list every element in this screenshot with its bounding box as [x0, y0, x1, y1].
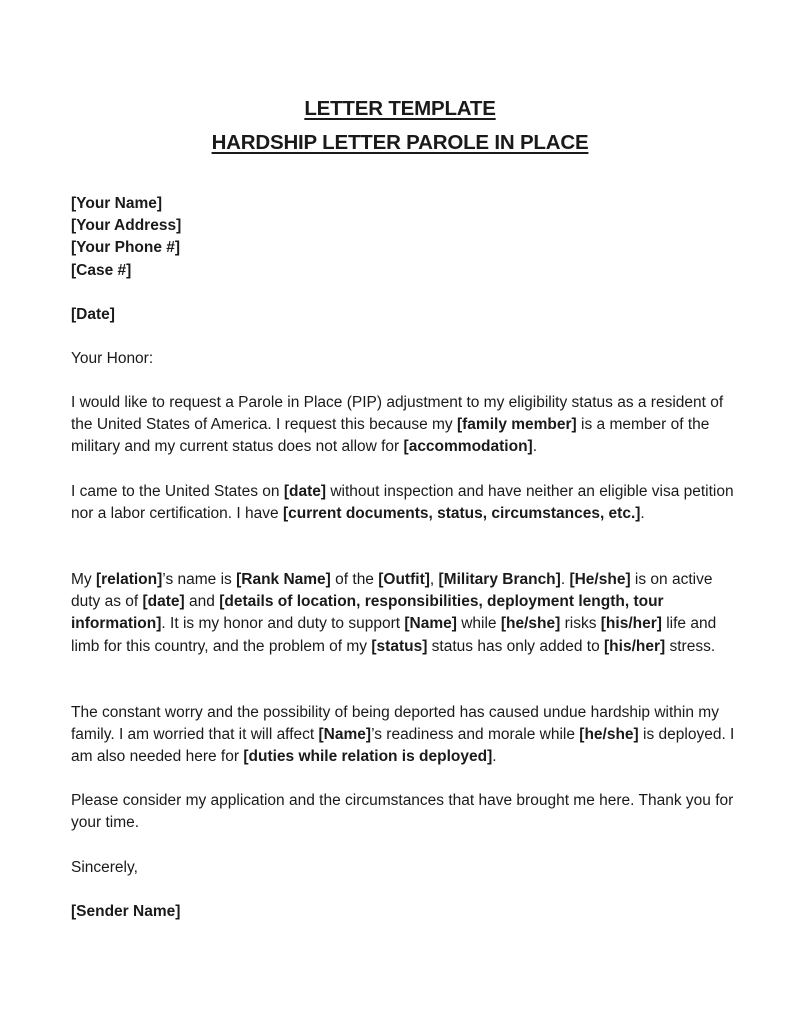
p3-placeholder-he-she: [He/she] [569, 571, 631, 588]
signature-name: [Sender Name] [71, 903, 181, 920]
p3-text-2: ’s name is [162, 571, 237, 588]
p4-text-2: ’s readiness and morale while [371, 726, 580, 744]
title-text-1: LETTER TEMPLATE [304, 97, 496, 120]
p3-placeholder-outfit: [Outfit] [378, 571, 430, 588]
sender-case: [Case #] [71, 261, 132, 279]
paragraph-1 [71, 392, 735, 459]
p2-text-1: I came to the United States on [71, 483, 284, 500]
date-block [71, 304, 735, 326]
p2-placeholder-documents: [current documents, status, circumstances, etc.] [282, 505, 641, 523]
p3-text-9: while [456, 615, 501, 633]
sender-address: [Your Address] [71, 217, 182, 235]
p3-placeholder-details: [details of location, responsibilities, deployment length, tour information] [71, 593, 664, 633]
p1-text-2: is a member of the military and my current status does not allow for [71, 416, 710, 456]
p3-text-4: , [429, 571, 439, 588]
title-line-1 [0, 97, 800, 121]
p4-placeholder-he-she: [he/she] [579, 726, 639, 744]
p3-placeholder-name: [Name] [404, 615, 457, 633]
paragraph-2 [71, 481, 735, 525]
p3-placeholder-relation: [relation] [95, 571, 163, 588]
p2-text-3: . [640, 505, 645, 523]
p4-text-1: The constant worry and the possibility of being deported has caused undue hardship within my family. I am worried that it will affect [71, 704, 719, 744]
sender-phone: [Your Phone #] [71, 239, 181, 257]
p3-text-5: . [560, 571, 570, 588]
p1-text-3: . [532, 438, 538, 456]
p1-placeholder-family-member: [family member] [456, 416, 577, 434]
p3-placeholder-status: [status] [371, 637, 428, 655]
p3-placeholder-date: [date] [142, 593, 185, 611]
p2-placeholder-date: [date] [283, 483, 327, 500]
p5-text-1: Please consider my application and the circumstances that have brought me here. Thank you for your time. [71, 792, 734, 832]
p3-text-7: and [184, 593, 220, 611]
p3-text-3: of the [330, 571, 379, 588]
closing: Sincerely, [71, 859, 138, 876]
p3-text-10: risks [560, 615, 601, 633]
p3-text-6: is on active duty as of [71, 571, 713, 611]
paragraph-4 [71, 702, 735, 769]
p3-placeholder-his-her: [his/her] [600, 615, 662, 633]
salutation: Your Honor: [71, 350, 154, 367]
p3-placeholder-his-her-2: [his/her] [604, 637, 666, 655]
sender-name: [Your Name] [71, 195, 163, 212]
letter-date: [Date] [71, 306, 115, 323]
p3-placeholder-rank-name: [Rank Name] [236, 571, 331, 588]
p4-placeholder-name: [Name] [318, 726, 372, 744]
title-text-2: HARDSHIP LETTER PAROLE IN PLACE [211, 131, 589, 154]
paragraph-5 [71, 790, 735, 834]
p3-text-8: . It is my honor and duty to support [161, 615, 405, 633]
p4-text-3: is deployed. I am also needed here for [71, 726, 735, 766]
p3-placeholder-military-branch: [Military Branch] [438, 571, 561, 588]
p3-text-13: stress. [665, 637, 716, 655]
p1-placeholder-accommodation: [accommodation] [403, 438, 533, 456]
p4-placeholder-duties: [duties while relation is deployed] [243, 748, 493, 766]
p3-text-12: status has only added to [427, 637, 605, 655]
title-line-2 [0, 131, 800, 155]
signature-block [71, 901, 735, 923]
p4-text-4: . [492, 748, 497, 766]
p3-placeholder-he-she-lower: [he/she] [500, 615, 561, 633]
paragraph-3 [71, 569, 735, 658]
p3-text-1: My [71, 571, 96, 588]
p3-text-11: life and limb for this country, and the problem of my [71, 615, 717, 655]
p1-text-1: I would like to request a Parole in Place (PIP) adjustment to my eligibility status as a resident of the United States of America. I request this because my [71, 394, 724, 434]
p2-text-2: without inspection and have neither an eligible visa petition nor a labor certification. I have [71, 483, 734, 523]
sender-block [71, 193, 735, 282]
